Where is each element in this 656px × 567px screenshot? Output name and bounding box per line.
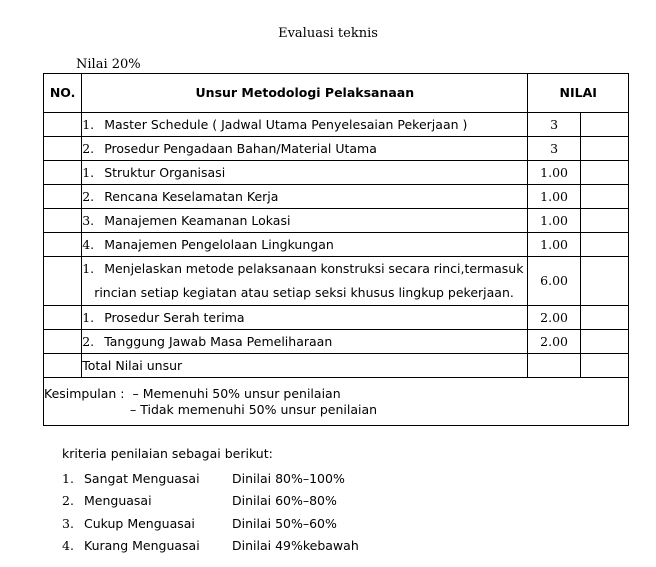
total-value (528, 354, 580, 378)
criteria-number: 3. (62, 515, 74, 531)
header-unsur: Unsur Metodologi Pelaksanaan (82, 74, 528, 113)
row-no-cell (44, 209, 82, 233)
row-value: 2.00 (528, 330, 580, 354)
conclusion-line1 (44, 386, 628, 402)
header-nilai: NILAI (528, 74, 629, 113)
row-no-cell (44, 330, 82, 354)
row-value: 6.00 (528, 257, 580, 306)
evaluation-table (43, 73, 629, 426)
criteria-label: Kurang Menguasai (84, 538, 200, 554)
row-no-cell (44, 113, 82, 137)
table-row (44, 330, 629, 354)
item-number: 3. (82, 212, 95, 228)
document-title: Evaluasi teknis (278, 26, 378, 41)
criteria-header: kriteria penilaian sebagai berikut: (62, 446, 273, 461)
criteria-range: Dinilai 60%–80% (232, 493, 337, 509)
table-row (44, 233, 629, 257)
criteria-label: Cukup Menguasai (84, 515, 195, 531)
row-no-cell (44, 185, 82, 209)
item-text: Prosedur Pengadaan Bahan/Material Utama (104, 140, 377, 156)
row-no-cell (44, 306, 82, 330)
row-item-cell (82, 137, 528, 161)
item-word: metode (185, 261, 234, 276)
row-item-cell (82, 257, 528, 306)
row-value: 1.00 (528, 185, 580, 209)
item-number: 4. (82, 236, 95, 252)
item-number: 1. (82, 116, 95, 132)
criteria-section (62, 446, 359, 557)
item-number: 1. (82, 309, 95, 325)
row-item-cell (82, 161, 528, 185)
total-label: Total Nilai unsur (82, 354, 528, 378)
item-text: Rencana Keselamatan Kerja (104, 188, 279, 204)
item-number: 1. (82, 261, 95, 276)
row-extra-cell (580, 233, 628, 257)
row-extra-cell (580, 209, 628, 233)
criteria-item (62, 467, 359, 490)
row-value: 2.00 (528, 306, 580, 330)
row-value: 1.00 (528, 233, 580, 257)
table-row (44, 137, 629, 161)
conclusion-row (44, 378, 629, 426)
row-extra-cell (580, 330, 628, 354)
criteria-item (62, 512, 359, 535)
row-value: 1.00 (528, 161, 580, 185)
criteria-item (62, 490, 359, 513)
table-row (44, 161, 629, 185)
row-no-cell (44, 137, 82, 161)
table-row (44, 185, 629, 209)
criteria-label: Sangat Menguasai (84, 470, 200, 486)
item-word: pelaksanaan (237, 261, 317, 276)
row-item-cell (82, 306, 528, 330)
row-no-cell (44, 233, 82, 257)
table-row (44, 113, 629, 137)
row-item-cell (82, 113, 528, 137)
criteria-range: Dinilai 49%kebawah (232, 538, 359, 554)
item-text-line1 (82, 257, 523, 281)
row-no-cell (44, 257, 82, 306)
conclusion-met: – Memenuhi 50% unsur penilaian (132, 385, 341, 401)
criteria-number: 2. (62, 493, 74, 509)
row-item-cell (82, 330, 528, 354)
item-number: 2. (82, 333, 95, 349)
row-no-cell (44, 161, 82, 185)
row-extra-cell (580, 306, 628, 330)
table-row (44, 306, 629, 330)
item-number: 2. (82, 140, 95, 156)
criteria-label: Menguasai (84, 493, 152, 509)
weight-label: Nilai 20% (76, 57, 141, 72)
item-word: konstruksi (320, 261, 385, 276)
conclusion-cell (44, 378, 629, 426)
table-row (44, 257, 629, 306)
item-number: 2. (82, 188, 95, 204)
item-word: Menjelaskan (104, 261, 182, 276)
table-row (44, 209, 629, 233)
row-extra-cell (580, 185, 628, 209)
row-value: 3 (528, 137, 580, 161)
header-no: NO. (44, 74, 82, 113)
criteria-item (62, 535, 359, 558)
table-header-row (44, 74, 629, 113)
total-row (44, 354, 629, 378)
row-item-cell (82, 209, 528, 233)
row-no-cell (44, 354, 82, 378)
row-value: 3 (528, 113, 580, 137)
item-text: Struktur Organisasi (104, 164, 226, 180)
row-extra-cell (580, 257, 628, 306)
item-word: secara (388, 261, 430, 276)
item-word: rinci,termasuk (433, 261, 524, 276)
row-value: 1.00 (528, 209, 580, 233)
criteria-range: Dinilai 80%–100% (232, 470, 345, 486)
row-extra-cell (580, 113, 628, 137)
row-extra-cell (580, 354, 628, 378)
criteria-range: Dinilai 50%–60% (232, 515, 337, 531)
conclusion-not-met: – Tidak memenuhi 50% unsur penilaian (130, 401, 378, 417)
row-extra-cell (580, 161, 628, 185)
item-text: Master Schedule ( Jadwal Utama Penyelesaian Pekerjaan ) (104, 116, 468, 132)
row-extra-cell (580, 137, 628, 161)
criteria-number: 1. (62, 470, 74, 486)
item-text: Manajemen Keamanan Lokasi (104, 212, 291, 228)
criteria-number: 4. (62, 538, 74, 554)
item-text-line2: rincian setiap kegiatan atau setiap seksi khusus lingkup pekerjaan. (94, 285, 514, 300)
item-text: Tanggung Jawab Masa Pemeliharaan (104, 333, 333, 349)
row-item-cell (82, 185, 528, 209)
item-number: 1. (82, 164, 95, 180)
item-text: Manajemen Pengelolaan Lingkungan (104, 236, 334, 252)
conclusion-label: Kesimpulan : (44, 385, 125, 401)
item-text: Prosedur Serah terima (104, 309, 245, 325)
row-item-cell (82, 233, 528, 257)
